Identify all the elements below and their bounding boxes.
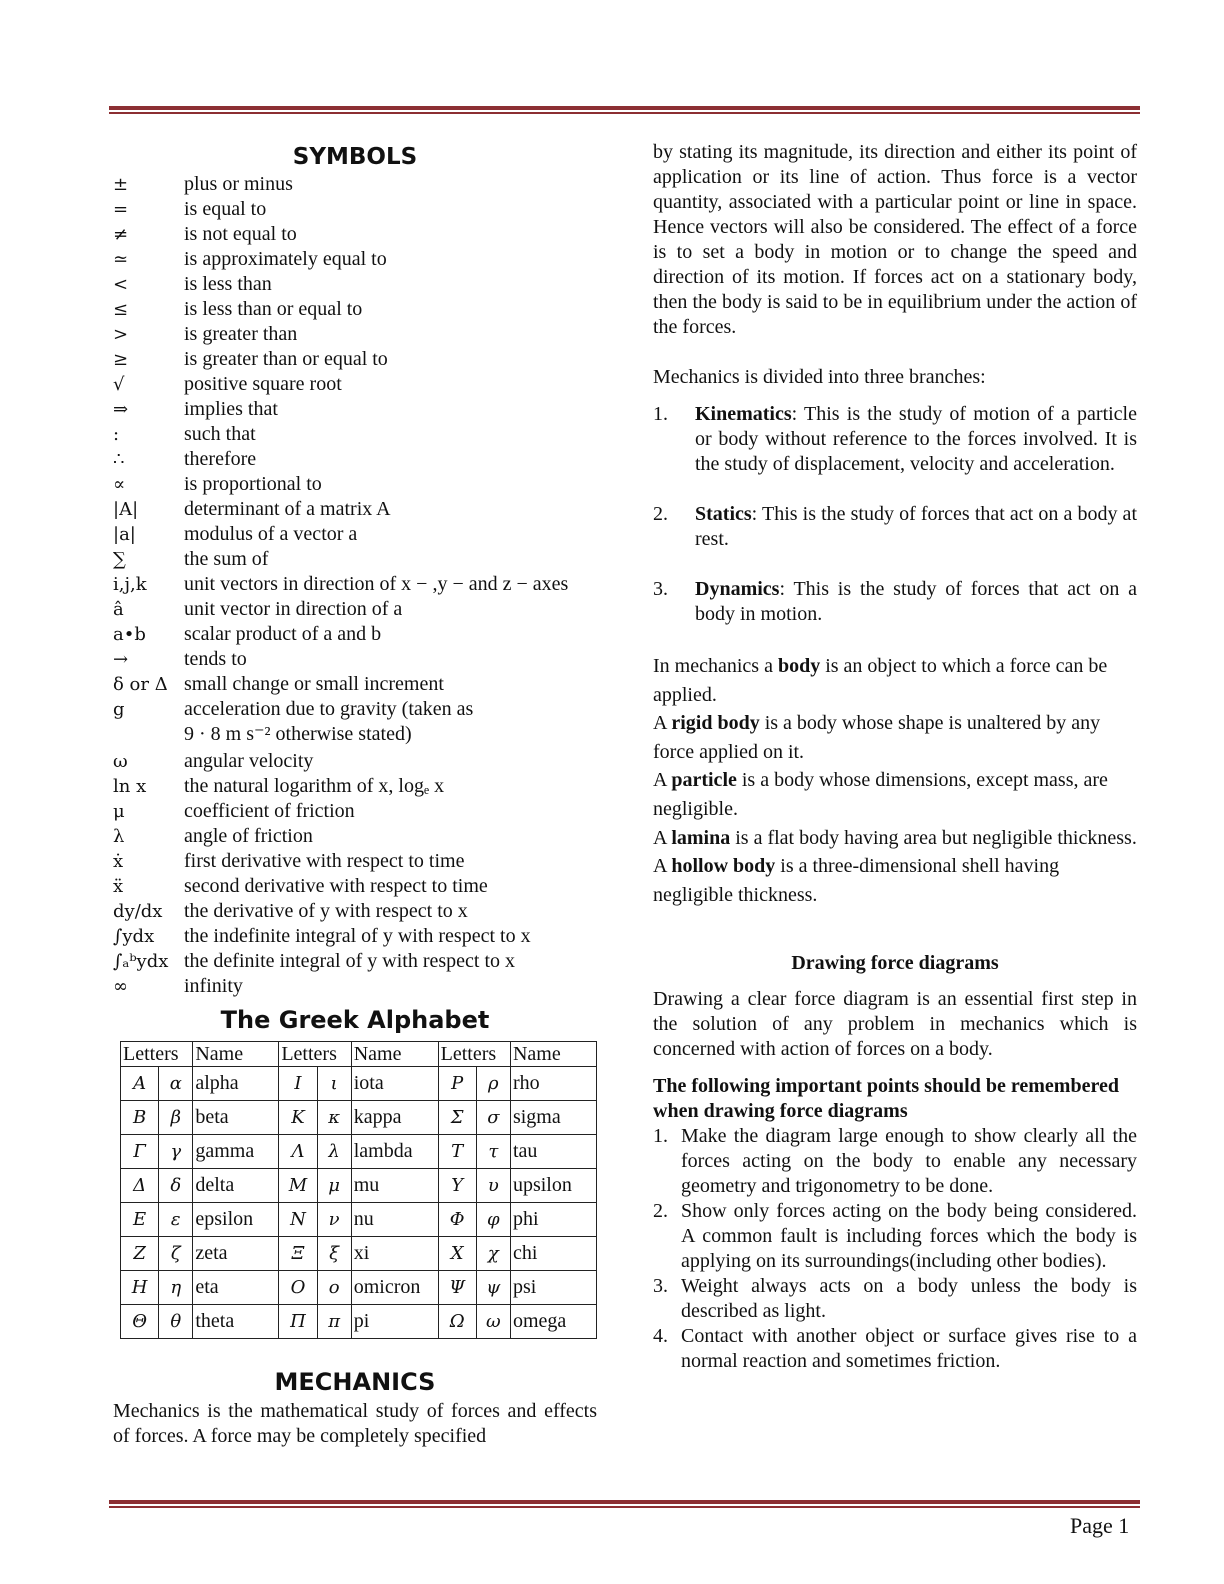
symbol-row xyxy=(113,347,597,372)
letter-name: lambda xyxy=(351,1135,438,1169)
uppercase-letter: Λ xyxy=(279,1135,317,1169)
symbol-row xyxy=(113,774,597,799)
symbol-glyph: λ xyxy=(113,826,125,847)
uppercase-letter: Η xyxy=(121,1271,159,1305)
letter-name: xi xyxy=(351,1237,438,1271)
uppercase-letter: Γ xyxy=(121,1135,159,1169)
symbol-glyph: ẍ xyxy=(113,876,124,897)
symbol-row xyxy=(113,297,597,322)
symbol-row xyxy=(113,547,597,572)
definition-prefix: A xyxy=(653,712,672,735)
letter-name: iota xyxy=(351,1067,438,1101)
letter-name: phi xyxy=(510,1203,596,1237)
symbol-description: is approximately equal to xyxy=(184,248,387,270)
symbol-glyph: |A| xyxy=(113,499,139,520)
symbol-row xyxy=(113,622,597,647)
definition-term: lamina xyxy=(671,826,731,849)
symbol-description: plus or minus xyxy=(184,173,293,195)
letter-name: theta xyxy=(193,1305,279,1339)
symbol-row xyxy=(113,497,597,522)
branches-intro: Mechanics is divided into three branches: xyxy=(653,366,986,388)
greek-row xyxy=(121,1169,597,1203)
name-header: Name xyxy=(510,1042,596,1067)
uppercase-letter: Ω xyxy=(438,1305,476,1339)
symbol-row xyxy=(113,899,597,924)
symbol-description: such that xyxy=(184,423,256,445)
symbol-row xyxy=(113,597,597,622)
symbol-glyph: â xyxy=(113,599,124,620)
branch-text xyxy=(695,402,1137,477)
symbol-glyph: √ xyxy=(113,374,125,395)
symbol-glyph: → xyxy=(113,649,129,670)
lowercase-letter: φ xyxy=(476,1203,510,1237)
symbol-row xyxy=(113,572,597,597)
symbol-description: therefore xyxy=(184,448,257,470)
definition-prefix: A xyxy=(653,855,672,878)
bottom-rule xyxy=(109,1500,1140,1508)
definition xyxy=(653,852,1137,909)
lowercase-letter: α xyxy=(159,1067,193,1101)
symbol-glyph: ≤ xyxy=(113,299,129,320)
left-column xyxy=(113,140,597,1449)
letter-name: rho xyxy=(510,1067,596,1101)
uppercase-letter: Υ xyxy=(438,1169,476,1203)
definitions-list xyxy=(653,652,1137,909)
symbol-row xyxy=(113,372,597,397)
symbol-description: is greater than or equal to xyxy=(184,348,388,370)
branch-number: 1. xyxy=(653,403,668,425)
uppercase-letter: Ο xyxy=(279,1271,317,1305)
definition-term: rigid body xyxy=(671,712,760,735)
symbol-description: scalar product of a and b xyxy=(184,623,382,645)
symbol-row xyxy=(113,272,597,297)
branch-item xyxy=(653,402,1137,477)
greek-row xyxy=(121,1271,597,1305)
page-number: Page 1 xyxy=(1070,1513,1130,1538)
uppercase-letter: Δ xyxy=(121,1169,159,1203)
symbols-list xyxy=(113,172,597,999)
letter-name: beta xyxy=(193,1101,279,1135)
point-item xyxy=(653,1324,1137,1374)
letter-name: tau xyxy=(510,1135,596,1169)
uppercase-letter: Θ xyxy=(121,1305,159,1339)
definition xyxy=(653,709,1137,766)
uppercase-letter: Ι xyxy=(279,1067,317,1101)
symbol-glyph: ∫ₐᵇydx xyxy=(113,951,169,972)
symbol-glyph: ∫ydx xyxy=(113,926,155,947)
symbol-row xyxy=(113,522,597,547)
symbol-row xyxy=(113,447,597,472)
symbol-description: tends to xyxy=(184,648,247,670)
symbol-row xyxy=(113,472,597,497)
letters-header: Letters xyxy=(121,1042,193,1067)
symbol-description: unit vectors in direction of x − ,y − and z − axes xyxy=(184,573,569,595)
branch-description: : This is the study of forces that act on a body at rest. xyxy=(695,503,1137,550)
mechanics-heading: MECHANICS xyxy=(274,1368,436,1396)
points-list xyxy=(653,1124,1137,1374)
symbol-row xyxy=(113,949,597,974)
letters-header: Letters xyxy=(438,1042,510,1067)
letter-name: omicron xyxy=(351,1271,438,1305)
symbol-description: modulus of a vector a xyxy=(184,523,358,545)
symbol-glyph: g xyxy=(113,699,125,720)
point-number: 3. xyxy=(653,1275,668,1298)
name-header: Name xyxy=(193,1042,279,1067)
mechanics-intro: Mechanics is the mathematical study of forces and effects of forces. A force may be completely specified xyxy=(113,1400,597,1447)
lowercase-letter: ν xyxy=(317,1203,351,1237)
greek-row xyxy=(121,1135,597,1169)
point-text: Weight always acts on a body unless the body is described as light. xyxy=(681,1275,1137,1323)
symbol-description: unit vector in direction of a xyxy=(184,598,403,620)
symbol-glyph: ≃ xyxy=(113,249,129,270)
symbol-glyph: dy/dx xyxy=(113,901,163,922)
branches-list xyxy=(653,402,1137,627)
lowercase-letter: υ xyxy=(476,1169,510,1203)
uppercase-letter: Ρ xyxy=(438,1067,476,1101)
branch-term: Kinematics xyxy=(695,403,792,425)
letter-name: kappa xyxy=(351,1101,438,1135)
symbol-row xyxy=(113,874,597,899)
greek-row xyxy=(121,1067,597,1101)
symbol-glyph: > xyxy=(113,324,129,345)
definition-prefix: A xyxy=(653,769,672,792)
symbol-row xyxy=(113,422,597,447)
symbol-description: is less than or equal to xyxy=(184,298,363,320)
letter-name: gamma xyxy=(193,1135,279,1169)
symbol-description: is less than xyxy=(184,273,272,295)
symbol-row xyxy=(113,647,597,672)
symbol-description: the indefinite integral of y with respect to x xyxy=(184,925,531,947)
symbol-glyph: ω xyxy=(113,751,128,772)
symbol-description: is not equal to xyxy=(184,223,297,245)
right-column xyxy=(653,140,1137,1374)
definition-text: is a body whose dimensions, except mass, are negligible. xyxy=(653,769,1108,820)
uppercase-letter: Ε xyxy=(121,1203,159,1237)
symbol-glyph: = xyxy=(113,199,129,220)
point-item xyxy=(653,1274,1137,1324)
uppercase-letter: Ξ xyxy=(279,1237,317,1271)
symbol-row xyxy=(113,924,597,949)
point-number: 4. xyxy=(653,1325,668,1348)
symbol-glyph: ≥ xyxy=(113,349,129,370)
lowercase-letter: ι xyxy=(317,1067,351,1101)
points-heading: The following important points should be remembered when drawing force diagrams xyxy=(653,1075,1119,1123)
point-number: 2. xyxy=(653,1200,668,1223)
uppercase-letter: Π xyxy=(279,1305,317,1339)
uppercase-letter: Χ xyxy=(438,1237,476,1271)
symbol-description: first derivative with respect to time xyxy=(184,850,465,872)
uppercase-letter: Φ xyxy=(438,1203,476,1237)
greek-row xyxy=(121,1237,597,1271)
branch-item xyxy=(653,502,1137,552)
lowercase-letter: χ xyxy=(476,1237,510,1271)
force-diagrams-heading: Drawing force diagrams xyxy=(791,952,999,975)
letter-name: nu xyxy=(351,1203,438,1237)
symbol-glyph: μ xyxy=(113,801,125,822)
symbol-glyph: ẋ xyxy=(113,851,124,872)
definition xyxy=(653,824,1137,853)
lowercase-letter: θ xyxy=(159,1305,193,1339)
point-text: Make the diagram large enough to show clearly all the forces acting on the body to enable any necessary geometry and trigonometry to be done. xyxy=(681,1125,1137,1198)
symbol-row xyxy=(113,172,597,197)
name-header: Name xyxy=(351,1042,438,1067)
branch-term: Dynamics xyxy=(695,578,780,600)
letter-name: epsilon xyxy=(193,1203,279,1237)
greek-row xyxy=(121,1203,597,1237)
symbol-description: coefficient of friction xyxy=(184,800,355,822)
definition-prefix: A xyxy=(653,826,672,849)
point-item xyxy=(653,1199,1137,1274)
uppercase-letter: Β xyxy=(121,1101,159,1135)
uppercase-letter: Ψ xyxy=(438,1271,476,1305)
symbol-glyph: ∴ xyxy=(113,449,125,470)
branch-description: : This is the study of forces that act on a body in motion. xyxy=(695,578,1137,625)
lowercase-letter: ζ xyxy=(159,1237,193,1271)
symbol-description: is greater than xyxy=(184,323,298,345)
letter-name: upsilon xyxy=(510,1169,596,1203)
symbol-description: the derivative of y with respect to x xyxy=(184,900,468,922)
greek-alphabet-table xyxy=(120,1041,597,1339)
symbol-row xyxy=(113,799,597,824)
symbol-description: infinity xyxy=(184,975,243,997)
lowercase-letter: σ xyxy=(476,1101,510,1135)
greek-row xyxy=(121,1101,597,1135)
symbol-glyph: ± xyxy=(113,174,129,195)
definition xyxy=(653,652,1137,709)
symbol-glyph: : xyxy=(113,424,120,445)
lowercase-letter: β xyxy=(159,1101,193,1135)
letter-name: psi xyxy=(510,1271,596,1305)
force-diagrams-intro: Drawing a clear force diagram is an essential first step in the solution of any problem in mechanics which is concerned with action of forces on a body. xyxy=(653,988,1137,1061)
lowercase-letter: ο xyxy=(317,1271,351,1305)
symbol-row xyxy=(113,222,597,247)
uppercase-letter: Τ xyxy=(438,1135,476,1169)
branch-item xyxy=(653,577,1137,627)
symbol-glyph: |a| xyxy=(113,524,136,545)
definition-term: hollow body xyxy=(671,855,776,878)
branch-text xyxy=(695,577,1137,627)
lowercase-letter: γ xyxy=(159,1135,193,1169)
greek-row xyxy=(121,1305,597,1339)
letter-name: alpha xyxy=(193,1067,279,1101)
greek-header-row xyxy=(121,1042,597,1067)
uppercase-letter: Α xyxy=(121,1067,159,1101)
symbol-description: the definite integral of y with respect to x xyxy=(184,950,516,972)
uppercase-letter: Μ xyxy=(279,1169,317,1203)
definition-prefix: In mechanics a xyxy=(653,655,778,677)
symbol-glyph: ∝ xyxy=(113,474,126,495)
branch-description: : This is the study of motion of a particle or body without reference to the forces involved. It is the study of displacement, velocity and acceleration. xyxy=(695,403,1137,475)
symbol-description: determinant of a matrix A xyxy=(184,498,391,520)
symbols-heading: SYMBOLS xyxy=(292,144,418,170)
uppercase-letter: Κ xyxy=(279,1101,317,1135)
lowercase-letter: λ xyxy=(317,1135,351,1169)
symbol-glyph: ∞ xyxy=(113,976,128,997)
symbol-description: implies that xyxy=(184,398,278,420)
branch-number: 2. xyxy=(653,503,668,525)
definition-text: is a body whose shape is unaltered by any force applied on it. xyxy=(653,712,1101,763)
symbol-description: is equal to xyxy=(184,198,267,220)
symbol-description: positive square root xyxy=(184,373,342,395)
letter-name: pi xyxy=(351,1305,438,1339)
lowercase-letter: π xyxy=(317,1305,351,1339)
symbol-row xyxy=(113,749,597,774)
symbol-description: small change or small increment xyxy=(184,673,444,695)
symbol-row xyxy=(113,397,597,422)
letter-name: mu xyxy=(351,1169,438,1203)
letter-name: chi xyxy=(510,1237,596,1271)
definition-text: is a three-dimensional shell having negligible thickness. xyxy=(653,855,1060,906)
symbol-glyph: i,j,k xyxy=(113,574,147,595)
symbol-description-continued: 9 · 8 m s⁻² otherwise stated) xyxy=(184,723,412,745)
lowercase-letter: ε xyxy=(159,1203,193,1237)
lowercase-letter: η xyxy=(159,1271,193,1305)
symbol-glyph: ≠ xyxy=(113,224,129,245)
symbol-description: the natural logarithm of x, logₑ x xyxy=(184,775,445,797)
symbol-glyph: a•b xyxy=(113,624,146,645)
letter-name: delta xyxy=(193,1169,279,1203)
force-definition-paragraph: by stating its magnitude, its direction and either its point of application or its line of action. Thus force is a vector quantity, associated with a particular point or line in space. Hence vectors will also be considered. The effect of a force is to set a body in motion or to change the speed and direction of its motion. If forces act on a stationary body, then the body is said to be in equilibrium under the action of the forces. xyxy=(653,141,1137,338)
top-rule xyxy=(109,106,1140,114)
lowercase-letter: ω xyxy=(476,1305,510,1339)
symbol-row xyxy=(113,247,597,272)
symbol-glyph: ln x xyxy=(113,776,147,797)
symbol-description: acceleration due to gravity (taken as xyxy=(184,698,474,720)
branch-term: Statics xyxy=(695,503,752,525)
symbol-row xyxy=(113,197,597,222)
symbol-glyph: ⇒ xyxy=(113,399,129,420)
symbol-row xyxy=(113,322,597,347)
symbol-description: is proportional to xyxy=(184,473,322,495)
symbol-description: angular velocity xyxy=(184,750,314,772)
lowercase-letter: ξ xyxy=(317,1237,351,1271)
definition-text: is an object to which a force can be applied. xyxy=(653,655,1108,706)
uppercase-letter: Σ xyxy=(438,1101,476,1135)
letter-name: omega xyxy=(510,1305,596,1339)
symbol-glyph: δ or Δ xyxy=(113,674,168,695)
definition-term: body xyxy=(777,655,821,677)
symbol-row xyxy=(113,824,597,849)
letters-header: Letters xyxy=(279,1042,351,1067)
branch-text xyxy=(695,502,1137,552)
symbol-glyph: < xyxy=(113,274,129,295)
symbol-description: angle of friction xyxy=(184,825,313,847)
lowercase-letter: κ xyxy=(317,1101,351,1135)
symbol-row xyxy=(113,974,597,999)
definition-text: is a flat body having area but negligible thickness. xyxy=(730,826,1137,849)
symbol-glyph: ∑ xyxy=(113,549,126,570)
letter-name: zeta xyxy=(193,1237,279,1271)
branch-number: 3. xyxy=(653,578,668,600)
greek-alphabet-heading: The Greek Alphabet xyxy=(220,1006,490,1034)
letter-name: eta xyxy=(193,1271,279,1305)
point-text: Contact with another object or surface gives rise to a normal reaction and sometimes friction. xyxy=(681,1325,1137,1373)
uppercase-letter: Ν xyxy=(279,1203,317,1237)
lowercase-letter: ρ xyxy=(476,1067,510,1101)
symbol-row xyxy=(113,672,597,697)
symbol-row xyxy=(113,697,597,749)
letter-name: sigma xyxy=(510,1101,596,1135)
definition-term: particle xyxy=(671,769,737,792)
symbol-description: second derivative with respect to time xyxy=(184,875,488,897)
lowercase-letter: μ xyxy=(317,1169,351,1203)
symbol-description: the sum of xyxy=(184,548,269,570)
point-text: Show only forces acting on the body being considered. A common fault is including forces which the body is applying on its surroundings(including other bodies). xyxy=(681,1200,1137,1273)
lowercase-letter: δ xyxy=(159,1169,193,1203)
uppercase-letter: Ζ xyxy=(121,1237,159,1271)
point-item xyxy=(653,1124,1137,1199)
point-number: 1. xyxy=(653,1125,668,1148)
symbol-row xyxy=(113,849,597,874)
lowercase-letter: τ xyxy=(476,1135,510,1169)
lowercase-letter: ψ xyxy=(476,1271,510,1305)
definition xyxy=(653,766,1137,823)
